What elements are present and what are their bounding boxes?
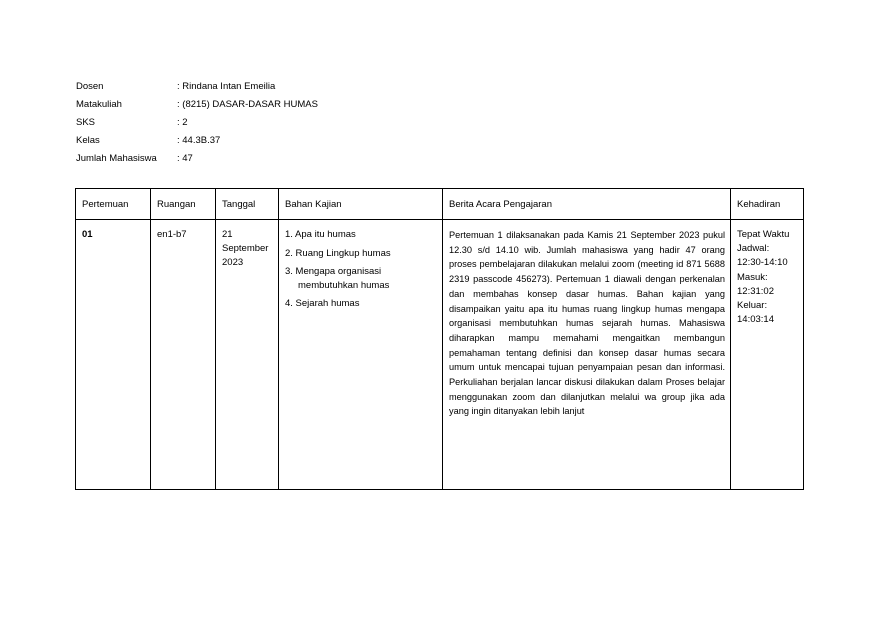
info-value: : 44.3B.37 [177,135,221,147]
info-label: Dosen [76,80,104,92]
info-label: Kelas [76,135,100,147]
bahan-list [285,228,436,311]
kehadiran-masuk-label: Masuk: [737,271,768,283]
header-bahan-kajian: Bahan Kajian [279,189,443,220]
table-row [76,220,804,490]
info-value: : (8215) DASAR-DASAR HUMAS [177,98,318,110]
header-pertemuan: Pertemuan [76,189,151,220]
kehadiran-keluar-label: Keluar: [737,300,768,312]
info-row-kelas [76,132,318,150]
header-berita-acara: Berita Acara Pengajaran [443,189,731,220]
list-item: 2. Ruang Lingkup humas [285,247,391,259]
teaching-record-table [75,188,804,490]
header-tanggal: Tanggal [216,189,279,220]
info-label: Jumlah Mahasiswa [76,153,157,165]
cell-tanggal: 21 September 2023 [216,220,279,490]
info-row-dosen [76,77,318,95]
info-value: : 2 [177,116,188,128]
cell-pertemuan: 01 [76,220,151,490]
list-item: 4. Sejarah humas [285,298,360,309]
table-header-row [76,189,804,220]
info-value: : Rindana Intan Emeilia [177,80,276,92]
course-info-table [76,77,318,168]
info-label: SKS [76,116,96,128]
info-label: Matakuliah [76,98,122,110]
list-item: 1. Apa itu humas [285,229,356,240]
info-row-sks [76,113,318,131]
kehadiran-jadwal-label: Jadwal: [737,243,770,255]
header-kehadiran: Kehadiran [731,189,804,220]
kehadiran-status: Tepat Waktu [737,229,790,240]
list-item: 3. Mengapa organisasi membutuhkan humas [285,266,390,291]
kehadiran-jadwal-value: 12:30-14:10 [737,257,788,269]
kehadiran-masuk-value: 12:31:02 [737,285,774,297]
cell-bahan-kajian [279,220,443,490]
header-ruangan: Ruangan [151,189,216,220]
cell-kehadiran [731,220,804,490]
info-row-jumlah-mahasiswa [76,150,318,168]
info-row-matakuliah [76,95,318,113]
cell-berita-acara: Pertemuan 1 dilaksanakan pada Kamis 21 September 2023 pukul 12.30 s/d 14.10 wib. Jumlah mahasiswa yang hadir 47 orang proses pembelajaran dilakukan melalui zoom (meeting id 871 5688 2319 passcode 456273). Pertemuan 1 diawali dengan perkenalan dan membahas konsep dasar humas. Bahan kajian yang disampaikan yaitu apa itu humas ruang lingkup humas mengapa organisasi membutuhkan humas sejarah humas. Mahasiswa diharapkan mampu memahami mengaitkan membangun pemahaman tentang definisi dan konsep dasar humas secara umum untuk mencapai tujuan penyampaian pesan dan informasi. Perkuliahan berjalan lancar diskusi dilakukan dalam Proses belajar menggunakan zoom dan dilanjutkan melalui wa group jika ada yang ingin ditanyakan lebih lanjut [443,220,731,490]
cell-ruangan: en1-b7 [151,220,216,490]
kehadiran-keluar-value: 14:03:14 [737,314,774,326]
info-value: : 47 [177,153,193,165]
